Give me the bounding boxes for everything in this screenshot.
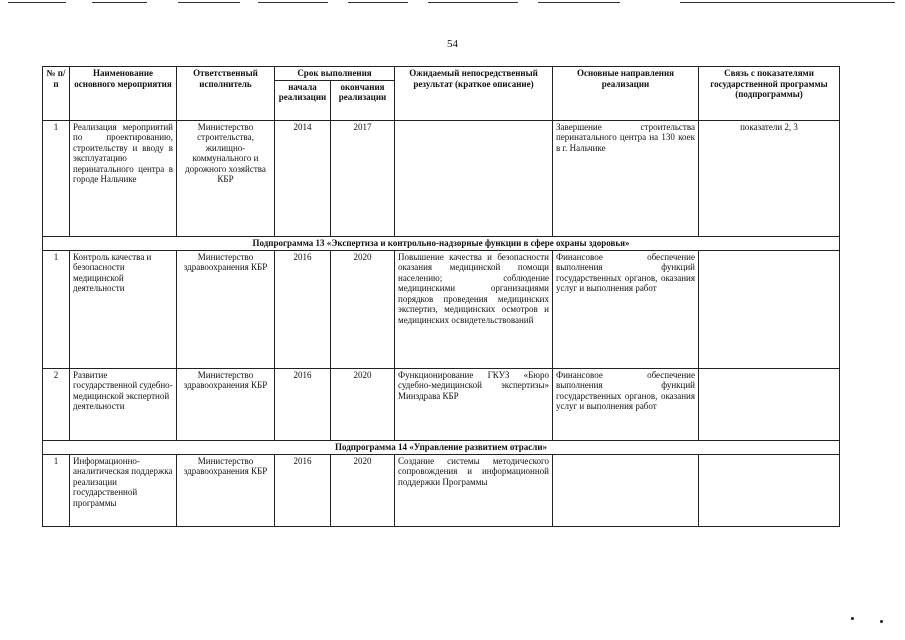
header-link: Связь с показателями государственной программы (подпрограммы) (699, 67, 840, 121)
cell-expected: Создание системы методического сопровождения и информационной поддержки Программы (395, 454, 553, 526)
table-row (43, 454, 840, 526)
subprogram-row (43, 440, 840, 454)
scan-top-line (92, 2, 147, 3)
cell-responsible: Министерство здравоохранения КБР (177, 368, 275, 440)
cell-name: Реализация мероприятий по проектированию, строительству и вводу в эксплуатацию перинатального центра в городе Нальчике (70, 120, 177, 236)
cell-directions: Финансовое обеспечение выполнения функций государственных органов, оказания услуг и выполнения работ (553, 250, 699, 368)
measures-table (42, 66, 840, 527)
cell-responsible: Министерство здравоохранения КБР (177, 454, 275, 526)
cell-name: Контроль качества и безопасности медицинской деятельности (70, 250, 177, 368)
subprogram-row (43, 236, 840, 250)
cell-expected: Функционирование ГКУЗ «Бюро судебно-медицинской экспертизы» Минздрава КБР (395, 368, 553, 440)
cell-num: 1 (43, 120, 70, 236)
header-term: Срок выполнения (275, 67, 395, 81)
cell-start: 2016 (275, 454, 331, 526)
page-number: 54 (447, 38, 458, 50)
cell-link: показатели 2, 3 (699, 120, 840, 236)
cell-directions (553, 454, 699, 526)
cell-link (699, 454, 840, 526)
cell-num: 2 (43, 368, 70, 440)
cell-responsible: Министерство строительства, жилищно-коммунального и дорожного хозяйства КБР (177, 120, 275, 236)
cell-link (699, 250, 840, 368)
scan-top-line (538, 2, 620, 3)
cell-link (699, 368, 840, 440)
header-start: начала реализации (275, 80, 331, 120)
scan-speck (880, 620, 883, 623)
cell-end: 2017 (331, 120, 395, 236)
table-row (43, 120, 840, 236)
cell-expected (395, 120, 553, 236)
cell-responsible: Министерство здравоохранения КБР (177, 250, 275, 368)
scan-top-line (680, 2, 895, 3)
cell-name: Развитие государственной судебно-медицинской экспертной деятельности (70, 368, 177, 440)
cell-num: 1 (43, 454, 70, 526)
scan-top-line (348, 2, 408, 3)
scan-top-line (258, 2, 328, 3)
header-name: Наименование основного мероприятия (70, 67, 177, 121)
scan-top-line (428, 2, 518, 3)
scan-top-line (178, 2, 240, 3)
header-num: № п/п (43, 67, 70, 121)
cell-end: 2020 (331, 454, 395, 526)
table-row (43, 250, 840, 368)
cell-num: 1 (43, 250, 70, 368)
cell-name: Информационно-аналитическая поддержка реализации государственной программы (70, 454, 177, 526)
cell-end: 2020 (331, 368, 395, 440)
subprogram-14-title: Подпрограмма 14 «Управление развитием отрасли» (43, 440, 840, 454)
cell-directions: Завершение строительства перинатального центра на 130 коек в г. Нальчике (553, 120, 699, 236)
header-end: окончания реализации (331, 80, 395, 120)
cell-start: 2014 (275, 120, 331, 236)
scan-top-line (8, 2, 66, 3)
subprogram-13-title: Подпрограмма 13 «Экспертиза и контрольно-надзорные функции в сфере охраны здоровья» (43, 236, 840, 250)
table-row (43, 368, 840, 440)
cell-start: 2016 (275, 368, 331, 440)
header-directions: Основные направления реализации (553, 67, 699, 121)
header-row (43, 67, 840, 81)
cell-end: 2020 (331, 250, 395, 368)
header-responsible: Ответственный исполнитель (177, 67, 275, 121)
cell-expected: Повышение качества и безопасности оказания медицинской помощи населению; соблюдение медицинскими организациями порядков проведения медицинских экспертиз, медицинских осмотров и медицинских освидетельствований (395, 250, 553, 368)
scan-speck (851, 617, 854, 620)
cell-directions: Финансовое обеспечение выполнения функций государственных органов, оказания услуг и выполнения работ (553, 368, 699, 440)
cell-start: 2016 (275, 250, 331, 368)
header-expected: Ожидаемый непосредственный результат (краткое описание) (395, 67, 553, 121)
